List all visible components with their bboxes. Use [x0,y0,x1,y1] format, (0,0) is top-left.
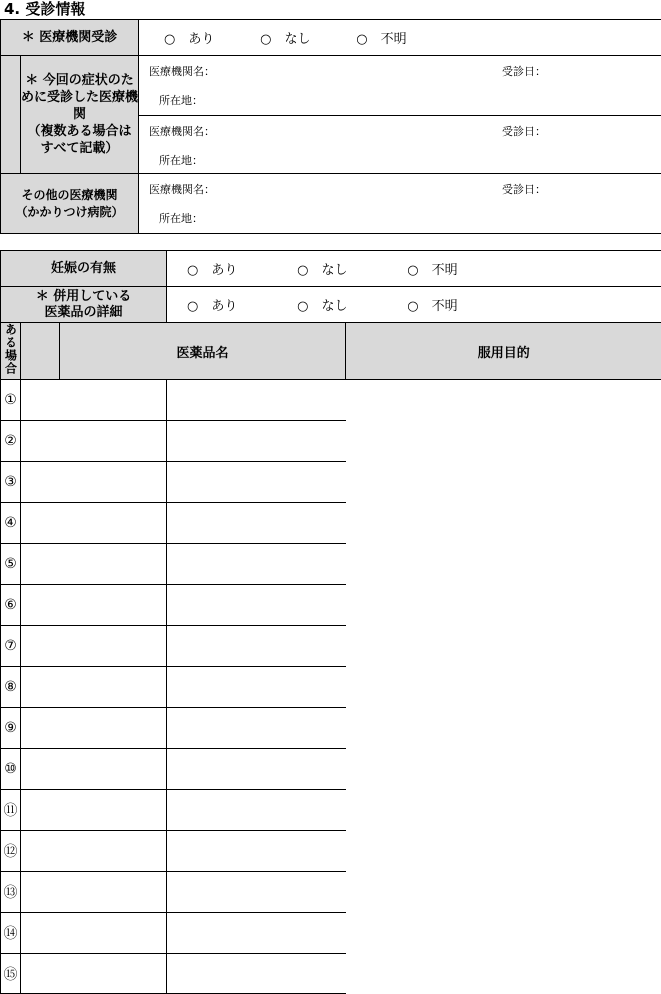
address-label: 所在地： [159,152,203,168]
visit-date-label: 受診日： [502,181,546,197]
table-row [1,544,661,585]
pregnancy-option-unknown[interactable]: ○ 不明 [407,259,457,278]
row-number: ② [1,421,21,462]
medicine-name-cell[interactable] [21,626,167,667]
section-title: 4. 受診情報 [4,0,85,18]
table-row [1,790,661,831]
visit-option-yes[interactable]: ○ あり [164,28,256,47]
visit-sub-label: ＊ 今回の症状のために受診した医療機関 （複数ある場合はすべて記載） [21,56,139,174]
purpose-cell[interactable] [167,503,346,544]
visit-option-no[interactable]: ○ なし [260,28,352,47]
purpose-cell[interactable] [167,954,346,994]
table-row [1,954,661,994]
table-row [1,749,661,790]
medicine-name-cell[interactable] [21,421,167,462]
row-number: ⑫ [1,831,21,872]
medication-option-no[interactable]: ○ なし [297,295,403,314]
facility-entry-1[interactable] [139,56,661,116]
table-row [1,626,661,667]
table-row [1,585,661,626]
row-number: ⑧ [1,667,21,708]
row-number: ⑨ [1,708,21,749]
medication-option-unknown[interactable]: ○ 不明 [407,295,457,314]
medicine-name-cell[interactable] [21,585,167,626]
table-row [1,913,661,954]
medicine-name-cell[interactable] [21,462,167,503]
purpose-cell[interactable] [167,626,346,667]
row-number: ① [1,380,21,421]
purpose-header: 服用目的 [346,323,661,380]
medicine-name-header: 医薬品名 [60,323,346,380]
medicine-name-cell[interactable] [21,790,167,831]
if-present-label: ある場合 [4,323,18,375]
visit-date-label: 受診日： [502,123,546,139]
facility-name-label: 医療機関名： [149,63,215,79]
table-row [1,831,661,872]
purpose-cell[interactable] [167,708,346,749]
table-row [1,708,661,749]
medicine-name-cell[interactable] [21,749,167,790]
pregnancy-label: 妊娠の有無 [1,251,167,287]
medicine-name-cell[interactable] [21,667,167,708]
purpose-cell[interactable] [167,749,346,790]
purpose-cell[interactable] [167,790,346,831]
row-number: ⑥ [1,585,21,626]
row-number: ⑬ [1,872,21,913]
row-number: ⑩ [1,749,21,790]
visit-indent [1,56,21,174]
medication-table [0,250,661,994]
if-present-label-cell [1,323,21,380]
medicine-name-cell[interactable] [21,708,167,749]
table-row [1,667,661,708]
visit-date-label: 受診日： [502,63,546,79]
medication-option-yes[interactable]: ○ あり [187,295,293,314]
row-number: ④ [1,503,21,544]
purpose-cell[interactable] [167,544,346,585]
row-number: ⑤ [1,544,21,585]
table-row [1,503,661,544]
purpose-cell[interactable] [167,585,346,626]
medicine-name-cell[interactable] [21,380,167,421]
medication-label: ＊ 併用している 医薬品の詳細 [1,287,167,323]
pregnancy-option-no[interactable]: ○ なし [297,259,403,278]
purpose-cell[interactable] [167,831,346,872]
medicine-name-cell[interactable] [21,544,167,585]
row-number: ⑭ [1,913,21,954]
table-row [1,380,661,421]
purpose-cell[interactable] [167,380,346,421]
address-label: 所在地： [159,210,203,226]
number-header [21,323,60,380]
purpose-cell[interactable] [167,462,346,503]
row-number: ⑮ [1,954,21,994]
table-row [1,462,661,503]
medicine-name-cell[interactable] [21,831,167,872]
address-label: 所在地： [159,92,203,108]
medicine-name-cell[interactable] [21,503,167,544]
visit-options [139,20,661,56]
medicine-name-cell[interactable] [21,872,167,913]
table-row [1,872,661,913]
row-number: ③ [1,462,21,503]
visit-option-unknown[interactable]: ○ 不明 [356,28,406,47]
other-facility-entry[interactable] [139,174,661,234]
medication-options [167,287,661,323]
purpose-cell[interactable] [167,872,346,913]
table-row [1,421,661,462]
facility-name-label: 医療機関名： [149,181,215,197]
pregnancy-option-yes[interactable]: ○ あり [187,259,293,278]
row-number: ⑪ [1,790,21,831]
purpose-cell[interactable] [167,913,346,954]
visit-table [0,19,661,234]
pregnancy-options [167,251,661,287]
facility-entry-2[interactable] [139,116,661,174]
visit-label: ＊ 医療機関受診 [1,20,139,56]
facility-name-label: 医療機関名： [149,123,215,139]
medicine-name-cell[interactable] [21,954,167,994]
medicine-name-cell[interactable] [21,913,167,954]
purpose-cell[interactable] [167,421,346,462]
purpose-cell[interactable] [167,667,346,708]
other-facility-label: その他の医療機関 （かかりつけ病院） [1,174,139,234]
row-number: ⑦ [1,626,21,667]
